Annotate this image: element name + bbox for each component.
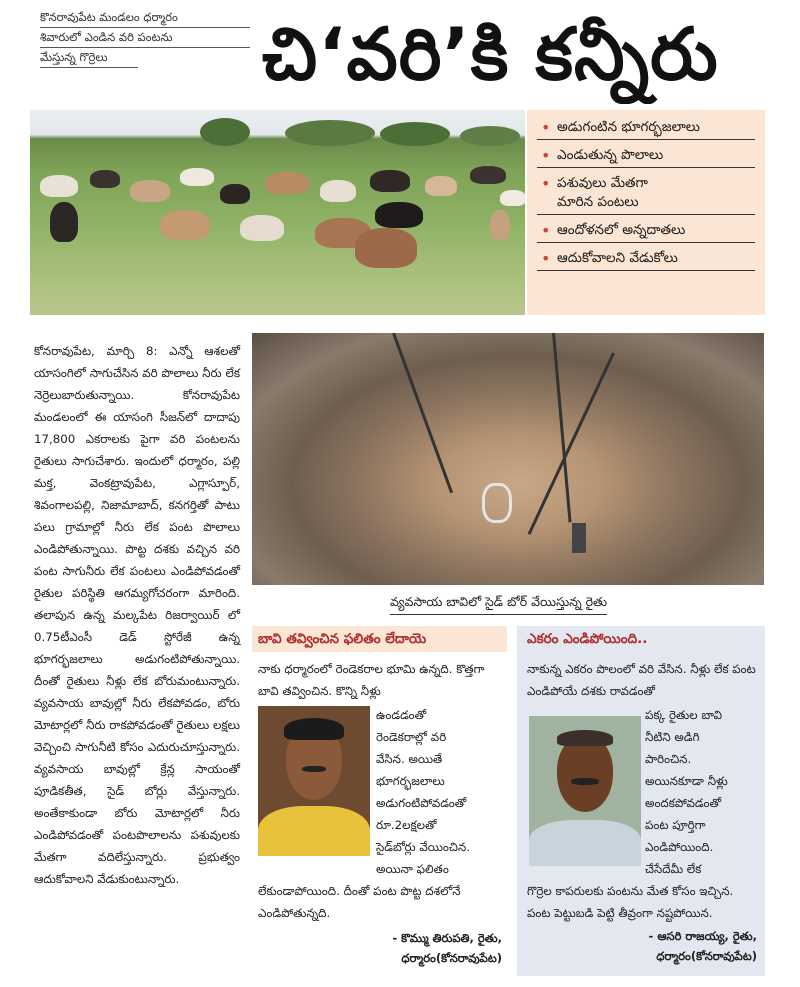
quote-text-side [645,704,763,880]
story-text: కోనరావుపేట, మార్చి 8: ఎన్నో ఆశలతో యాసంగిలో సాగుచేసిన వరి పొలాలు నీరు లేక నెర్రెలుబారుతున్నాయి. కోనరావుపేట మండలంలో ఈ యాసంగి సీజన్‌లో దాదాపు 17,800 ఎకరాలకు పైగా వరి పంటలను రైతులు సాగుచేశారు. ఇందులో ధర్మారం, పల్లి మక్త, వెంకట్రావుపేట, ఎగ్లాస్పూర్, శివంగాలపల్లి, నిజామాబాద్, కనగర్తితో పాటు పలు గ్రామాల్లో నీరు లేక పంట పొలాలు ఎండిపోతున్నాయి. పొట్ట దశకు వచ్చిన వరి పంట సాగునీరు లేక పంటలు ఎండిపోవడంతో రైతుల పరిస్థితి ఆగమ్యగోచరంగా మారింది. తలాపున ఉన్న మల్కపేట రిజర్వాయిర్ లో 0.75టీఎంసీ డెడ్ స్టోరేజీ ఉన్న భూగర్భజలాలు అడుగంటిపోతున్నాయి. దీంతో రైతులు నీళ్లు లేక బోరుమంటున్నారు. వ్యవసాయ బావుల్లో నీరు లేకపోవడం, బోరు మోటార్లలో నీరు రాకపోవడంతో రైతులు లక్షలు వెచ్చించి సాగునీటి కోసం ఎదురుచూస్తున్నారు. వ్యవసాయ బావుల్లో క్రేన్ల సాయంతో పూడికతీత, సైడ్ బోర్లు వేస్తున్నారు. అంతేకాకుండా బోరు మోటార్లలో నీరు ఎండిపోవడంతో పంటపొలాలను పశువులకు మేతగా వదిలేస్తున్నారు. ప్రభుత్వం ఆదుకోవాలని వేడుకుంటున్నారు. [34,344,240,886]
quote-text-top: నాకు ధర్మారంలో రెండెకరాల భూమి ఉన్నది. కొత్తగా బావి తవ్వించిన. కొన్ని నీళ్లు [258,662,485,698]
quote-signature [557,926,757,966]
highlight-item [537,174,755,193]
highlight-item-cont [537,193,755,215]
quote-text-top: నాకున్న ఎకరం పొలంలో వరి వేసిన. నీళ్లు లేక పంట ఎండిపోయే దశకు రావడంతో [527,662,756,698]
highlight-text: పశువులు మేతగా [557,175,648,191]
signature-place: ధర్మారం(కోనరావుపేట) [656,949,757,963]
highlight-item: • ఆందోళనలో అన్నదాతలు [537,221,755,243]
quote-line: వేసిన. అయితే [376,752,443,766]
quote-signature [312,928,502,968]
quote-line: అయినా ఫలితం [376,862,449,876]
farmer-portrait-2 [529,716,641,866]
quote-line: అందకపోవడంతో [645,796,721,810]
farmer-quote-box-2 [517,626,765,976]
quote-text-bottom: లేకుండాపోయింది. దీంతో పంట పొట్ట దశలోనే ఎండిపోతున్నది. [258,884,461,920]
quote-text-side [376,704,506,880]
signature-name: - ఆసరి రాజయ్య, రైతు, [648,929,757,943]
quote-line: అయినకూడా నీళ్లు [645,774,728,788]
quote-line: సైడ్‌బోర్లు వేయించిన. [376,840,470,854]
caption-line: కొనరావుపేట మండలం ధర్మారం [40,8,250,28]
highlights-box [527,110,765,315]
highlight-text: మారిన పంటలు [557,194,639,210]
headline: చి‘వరి’కి కన్నీరు [262,12,719,96]
caption-line: మేస్తున్న గొర్రెలు [40,48,138,68]
quote-line: రూ.2లక్షలతో [376,818,437,832]
quote-line: ఎండిపోయింది. [645,840,714,854]
farmer-portrait-1 [258,706,370,856]
field-goats-photo [30,110,525,315]
quote-line: పారించిన. [645,752,692,766]
quote-text-bottom: గొర్రెల కాపరులకు పంటను మేత కోసం ఇచ్చిన. పంట పెట్టుబడి పెట్టి తీవ్రంగా నష్టపోయిన. [527,884,734,920]
quote-line: చేసేదేమీ లేక [645,862,702,876]
quote-line: భూగర్భజలాలు [376,774,445,788]
quote-line: పక్క రైతుల బావి [645,708,723,722]
farmer-quote-box-1 [252,626,507,976]
well-photo [252,333,764,585]
quote-line: రెండెకరాల్లో వరి [376,730,447,744]
quote-line: పంట పూర్తిగా [645,818,706,832]
caption-line: శివారులో ఎండిన వరి పంటను [40,28,250,48]
quote-heading: బావి తవ్వించిన ఫలితం లేదాయె [252,626,507,652]
signature-name: - కొమ్ము తిరుపతి, రైతు, [392,931,502,945]
photo-caption-top [40,8,250,68]
highlight-item: • ఆదుకోవాలని వేడుకోలు [537,249,755,271]
well-photo-caption: వ్యవసాయ బావిలో సైడ్ బోర్ వేయిస్తున్న రైతు [390,594,607,615]
quote-line: ఉండడంతో [376,708,427,722]
signature-place: ధర్మారం(కోనరావుపేట) [401,951,502,965]
highlight-item: • ఎండుతున్న పొలాలు [537,146,755,168]
story-column [34,340,240,890]
highlight-item: • అడుగంటిన భూగర్భజలాలు [537,118,755,140]
quote-heading: ఎకరం ఎండిపోయింది.. [527,631,648,647]
quote-line: అడుగంటిపోవడంతో [376,796,467,810]
quote-line: నీటిని అడిగి [645,730,700,744]
